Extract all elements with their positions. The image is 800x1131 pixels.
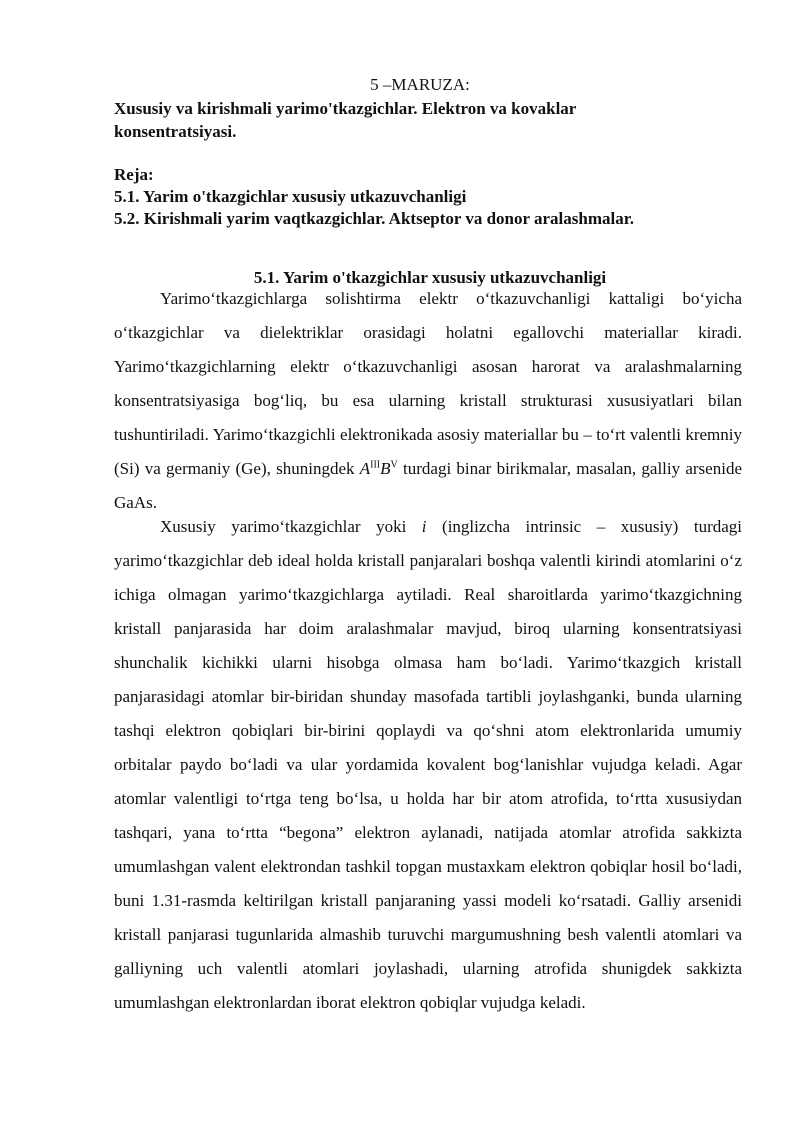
paragraph-2 (114, 510, 742, 1020)
formula-a: A (359, 459, 371, 478)
paragraph-1 (114, 282, 742, 520)
paragraph-1-text-a: Yarimo‘tkazgichlarga solishtirma elektr o‘tkazuvchanligi kattaligi bo‘yicha o‘tkazgichlar va dielektriklar orasidagi holatni egallovchi materiallar kiradi. Yarimo‘tkazgichlarning elektr o‘tkazuvchanligi asosan harorat va aralashmalarning konsentratsiyasiga bog‘liq, bu esa ularning kristall strukturasi xususiyatlari bilan tushuntiriladi. Yarimo‘tkazgichli elektronikada asosiy materiallar bu – to‘rt valentli kremniy (Si) va germaniy (Ge), shuningdek (114, 289, 742, 478)
paragraph-2-text-a: Xususiy yarimo‘tkazgichlar yoki (160, 517, 422, 536)
intrinsic-symbol: i (421, 517, 427, 536)
formula-b: B (380, 459, 391, 478)
plan-label: Reja: (114, 165, 154, 184)
lecture-number: 5 –MARUZA: (370, 75, 470, 94)
plan-item-1: 5.1. Yarim o'tkazgichlar xususiy utkazuvchanligi (114, 187, 467, 206)
formula-a-superscript: III (370, 459, 381, 471)
plan-item-2: 5.2. Kirishmali yarim vaqtkazgichlar. Aktseptor va donor aralashmalar. (114, 209, 634, 228)
paragraph-2-text-b: (inglizcha intrinsic – xususiy) turdagi yarimo‘tkazgichlar deb ideal holda kristall panjaralari boshqa valentli kirindi atomlarini o‘z ichiga olmagan yarimo‘tkazgichlarga aytiladi. Real sharoitlarda yarimo‘tkazgichning kristall panjarasida har doim aralashmalar mavjud, biroq ularning konsentratsiyasi shunchalik kichikki ularni hisobga olmasa ham bo‘ladi. Yarimo‘tkazgich kristall panjarasidagi atomlar bir-biridan shunday masofada tartibli joylashganki, bunda ularning tashqi elektron qobiqlari bir-birini qoplaydi va qo‘shni atom elektronlarida umumiy orbitalar paydo bo‘ladi va ular yordamida kovalent bog‘lanishlar vujudga keladi. Agar atomlar valentligi to‘rtga teng bo‘lsa, u holda har bir atom atrofida, to‘rtta xususiydan tashqari, yana to‘rtta “begona” elektron aylanadi, natijada atomlar atrofida sakkizta umumlashgan valent elektrondan tashkil topgan mustaxkam elektron qobiqlar hosil bo‘ladi, buni 1.31-rasmda keltirilgan kristall panjaraning yassi modeli ko‘rsatadi. Galliy arsenidi kristall panjarasi tugunlarida almashib turuvchi margumushning besh valentli atomlari va galliyning uch valentli atomlari joylashadi, ularning atrofida shunigdek sakkizta umumlashgan elektronlardan iborat elektron qobiqlar vujudga keladi. (114, 517, 743, 1012)
lecture-title-line-2: konsentratsiyasi. (114, 122, 237, 141)
paragraph-1-text-b: turdagi binar birikmalar, masalan, galliy arsenide GaAs. (114, 459, 742, 512)
lecture-title-line-1: Xususiy va kirishmali yarimo'tkazgichlar. Elektron va kovaklar (114, 99, 577, 118)
formula-b-superscript: V (390, 459, 398, 471)
section-heading: 5.1. Yarim o'tkazgichlar xususiy utkazuvchanligi (253, 268, 607, 287)
